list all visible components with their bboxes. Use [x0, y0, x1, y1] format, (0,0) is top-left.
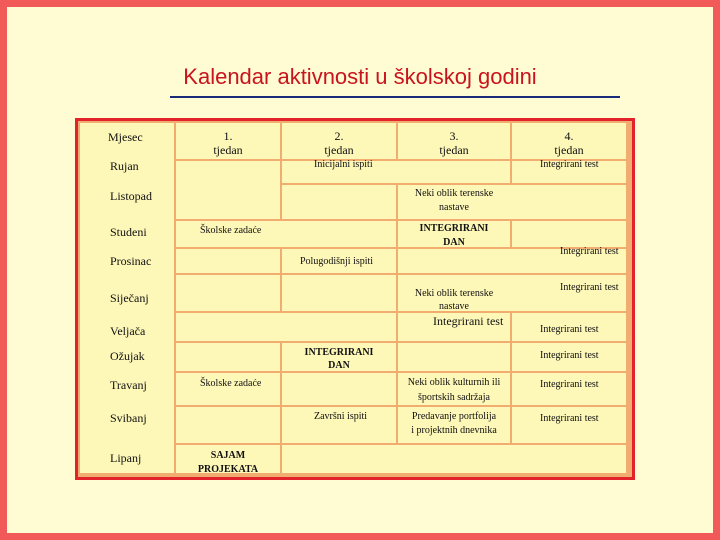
grid-cell [176, 161, 280, 219]
month-svibanj: Svibanj [110, 411, 147, 425]
month-rujan: Rujan [110, 159, 139, 173]
event-teren-sijecanj-1: Neki oblik terenske [414, 288, 494, 299]
slide-title: Kalendar aktivnosti u školskoj godini [183, 64, 537, 89]
header-w1-label: tjedan [213, 143, 243, 157]
calendar-table [75, 118, 635, 480]
event-integrirani-dan-ozujak-2: DAN [328, 360, 350, 371]
event-teren-2: nastave [439, 202, 469, 213]
event-zavrsni: Završni ispiti [314, 411, 368, 422]
month-prosinac: Prosinac [110, 254, 152, 268]
month-studeni: Studeni [110, 225, 147, 239]
event-integrirani-svibanj: Integrirani test [540, 413, 599, 424]
title-underline [170, 96, 620, 98]
header-month: Mjesec [108, 130, 143, 144]
month-sijecanj: Siječanj [110, 291, 149, 305]
event-integrirani-sijecanj: Integrirani test [560, 282, 619, 293]
event-integrirani-dan-ozujak-1: INTEGRIRANI [304, 347, 374, 358]
event-zadace-studeni: Školske zadaće [200, 225, 262, 236]
event-integrirani-dan-1: INTEGRIRANI [419, 223, 489, 234]
event-portfolio-1: Predavanje portfolija [411, 411, 497, 422]
grid-cell [176, 407, 280, 443]
event-integrirani-travanj: Integrirani test [540, 379, 599, 390]
grid-cell [282, 185, 396, 219]
event-integrirani-prosinac: Integrirani test [560, 246, 619, 257]
grid-cell [398, 343, 510, 371]
event-sajam-2: PROJEKATA [197, 464, 259, 473]
event-polugodisnji: Polugodišnji ispiti [300, 256, 374, 267]
event-teren-1: Neki oblik terenske [414, 188, 494, 199]
header-w3-num: 3. [449, 129, 459, 143]
grid-cell [176, 343, 280, 371]
event-kulturni-1: Neki oblik kulturnih ili [407, 377, 501, 388]
header-w4-label: tjedan [554, 143, 584, 157]
event-inicijalni: Inicijalni ispiti [314, 159, 373, 170]
event-zadace-travanj: Školske zadaće [200, 378, 262, 389]
month-ozujak: Ožujak [110, 349, 145, 363]
header-w2-label: tjedan [324, 143, 354, 157]
event-kulturni-2: športskih sadržaja [418, 392, 490, 403]
month-veljaca: Veljača [110, 324, 146, 338]
event-teren-sijecanj-2: nastave [439, 301, 469, 312]
grid-cell [282, 445, 626, 473]
event-integrirani-rujan: Integrirani test [540, 159, 599, 170]
header-w4-num: 4. [564, 129, 574, 143]
grid-cell [282, 373, 396, 405]
header-w2-num: 2. [334, 129, 344, 143]
month-travanj: Travanj [110, 378, 147, 392]
event-integrirani-veljaca: Integrirani test [540, 324, 599, 335]
event-sajam-1: SAJAM [210, 450, 246, 461]
event-portfolio-2: i projektnih dnevnika [411, 425, 497, 436]
grid-cell [282, 275, 396, 311]
header-w1-num: 1. [223, 129, 233, 143]
month-listopad: Listopad [110, 189, 152, 203]
grid-cell [176, 313, 396, 341]
header-w3-label: tjedan [439, 143, 469, 157]
month-lipanj: Lipanj [110, 451, 142, 465]
grid-cell [512, 221, 626, 247]
grid-cell [176, 249, 280, 273]
event-integrirani-ozujak: Integrirani test [540, 350, 599, 361]
event-integrirani-dan-2: DAN [443, 237, 465, 248]
event-integrirani-large: Integrirani test [433, 314, 504, 328]
grid-cell [176, 275, 280, 311]
